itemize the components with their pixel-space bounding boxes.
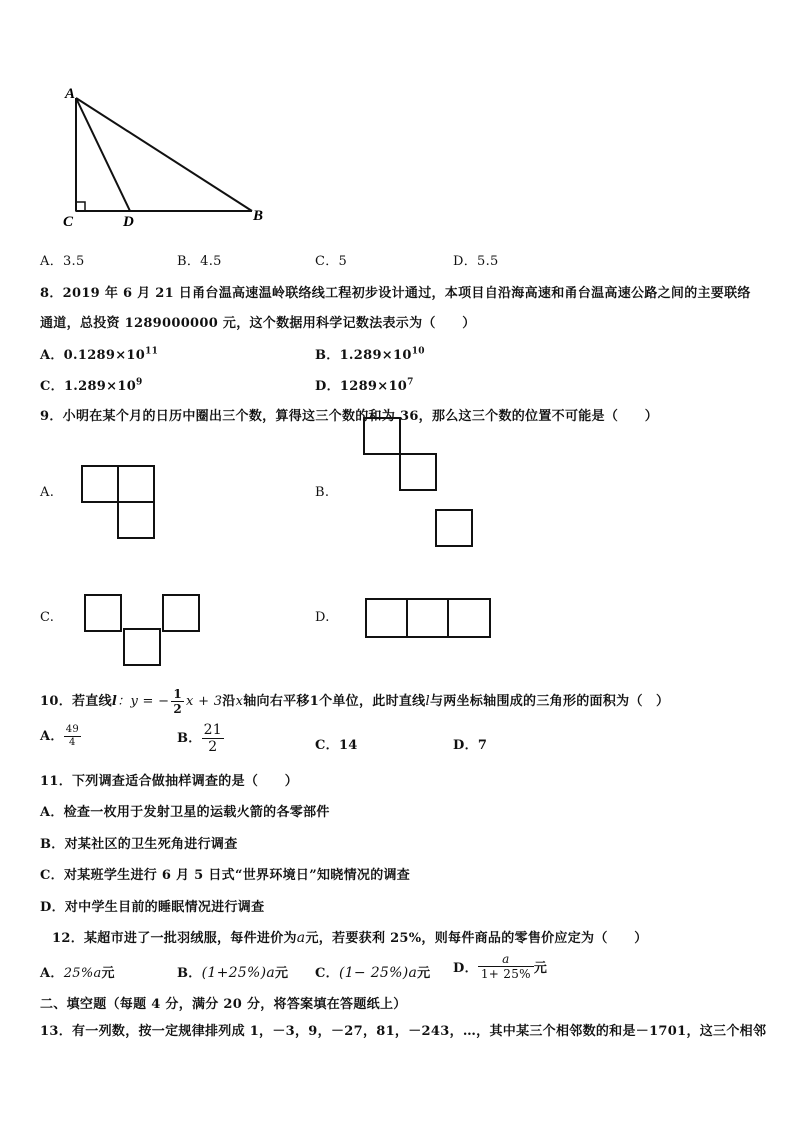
q8-option-c-base: C．1.289×10 [40, 379, 137, 394]
q8-option-d-exp: 7 [407, 377, 414, 388]
q10-axis-x: x [235, 694, 244, 709]
q12-option-b [177, 962, 288, 981]
q9-option-a-label: A. [40, 485, 55, 500]
q11-option-a: A．检查一枚用于发射卫星的运载火箭的各零部件 [40, 805, 330, 820]
q9-option-c-label: C. [40, 610, 55, 625]
calendar-cell [123, 628, 161, 666]
q8-option-c [40, 375, 143, 394]
point-label-c: C [63, 214, 74, 230]
q10-option-b-num: 21 [203, 722, 223, 738]
q8-option-a-base: A．0.1289×10 [40, 348, 146, 363]
calendar-cell [117, 501, 155, 539]
q12-option-b-expr: (1+25%)a [201, 965, 276, 981]
calendar-cell [117, 465, 155, 503]
q10-stem-mid1: 沿 [222, 694, 236, 709]
q10-option-b [177, 723, 224, 754]
q10-option-b-label: B． [177, 731, 202, 746]
q8-stem-line1: 8．2019 年 6 月 21 日甬台温高速温岭联络线工程初步设计通过，本项目自沿海高速和甬台温高速公路之间的主要联络 [40, 286, 751, 301]
q8-option-a-exp: 11 [145, 346, 159, 357]
q10-coefficient-den: 2 [173, 702, 183, 716]
point-label-b: B [253, 208, 264, 224]
q12-stem-suffix: 元，若要获利 25%，则每件商品的零售价应定为（ ） [305, 931, 648, 946]
q10-equation-y: ：y = − [117, 694, 170, 709]
calendar-cell [365, 598, 408, 638]
calendar-cell [399, 453, 437, 491]
q10-line-name: l [111, 694, 118, 709]
q10-coefficient-num: 1 [173, 687, 183, 701]
q10-stem-prefix: 10．若直线 [40, 694, 112, 709]
q12-option-d [453, 953, 547, 980]
calendar-cell [406, 598, 449, 638]
q12-option-c-unit: 元 [417, 966, 431, 981]
point-label-d: D [123, 214, 134, 230]
q9-option-b-label: B. [315, 485, 330, 500]
q9-option-d-label: D. [315, 610, 330, 625]
q12-stem-prefix: 12．某超市进了一批羽绒服，每件进价为 [52, 931, 297, 946]
q10-coefficient [171, 688, 184, 715]
q12-option-a-label: A． [40, 966, 64, 981]
q7-option-b: B．4.5 [177, 254, 222, 269]
q10-option-b-den: 2 [208, 739, 218, 755]
q8-option-c-exp: 9 [136, 377, 143, 388]
q10-option-b-fraction [202, 723, 224, 754]
q12-option-d-label: D． [453, 961, 478, 976]
right-angle-mark [76, 202, 85, 211]
q8-option-b-exp: 10 [411, 346, 425, 357]
q10-option-c: C．14 [315, 738, 358, 753]
q10-option-a-den: 4 [69, 737, 76, 748]
q8-option-d-base: D．1289×10 [315, 379, 408, 394]
q11-option-d: D．对中学生目前的睡眠情况进行调查 [40, 900, 265, 915]
q7-option-d: D．5.5 [453, 254, 499, 269]
q12-option-c [315, 962, 430, 981]
q12-option-a-unit: 元 [101, 966, 115, 981]
q12-option-a-expr: 25%a [63, 966, 102, 981]
q11-stem: 11．下列调查适合做抽样调查的是（ ） [40, 774, 299, 789]
calendar-cell [363, 417, 401, 455]
q10-option-a [40, 725, 81, 748]
q11-option-b: B．对某社区的卫生死角进行调查 [40, 837, 238, 852]
q10-stem-end: 与两坐标轴围成的三角形的面积为（ ） [429, 694, 670, 709]
q8-option-b [315, 344, 425, 363]
calendar-cell [84, 594, 122, 632]
calendar-cell [162, 594, 200, 632]
q8-option-b-base: B．1.289×10 [315, 348, 412, 363]
q12-option-a [40, 962, 115, 981]
q12-option-b-unit: 元 [275, 966, 289, 981]
q10-equation-rest: x + 3 [186, 694, 223, 709]
q7-option-c: C．5 [315, 254, 348, 269]
q7-option-a: A．3.5 [40, 254, 85, 269]
q12-option-c-label: C． [315, 966, 339, 981]
q10-option-d: D．7 [453, 738, 488, 753]
q12-option-c-expr: (1− 25%)a [338, 965, 418, 981]
q10-stem [40, 688, 669, 715]
q8-option-d [315, 375, 414, 394]
q10-stem-mid2: 轴向右平移1个单位，此时直线 [243, 694, 426, 709]
q11-option-c: C．对某班学生进行 6 月 5 日式“世界环境日”知晓情况的调查 [40, 868, 411, 883]
q9-stem: 9．小明在某个月的日历中圈出三个数，算得这三个数的和为 36，那么这三个数的位置不可能是（ ） [40, 409, 659, 424]
q12-stem [52, 927, 648, 946]
q12-option-b-label: B． [177, 966, 202, 981]
q12-option-d-fraction [478, 953, 534, 980]
q10-option-a-num: 49 [65, 724, 80, 735]
calendar-cell [81, 465, 119, 503]
q12-option-d-unit: 元 [533, 961, 548, 976]
q10-option-a-fraction [64, 725, 81, 748]
q10-line-name-2: l [425, 694, 430, 709]
q8-stem-line2: 通道，总投资 1289000000 元，这个数据用科学记数法表示为（ ） [40, 316, 476, 331]
q12-variable-a: a [296, 930, 306, 946]
section-heading: 二、填空题（每题 4 分，满分 20 分，将答案填在答题纸上） [40, 997, 407, 1012]
q10-option-a-label: A． [40, 729, 64, 744]
calendar-cell [447, 598, 491, 638]
q13-stem-line1: 13．有一列数，按一定规律排列成 1，－3，9，－27，81，－243，…，其中某三个相邻数的和是－1701，这三个相邻 [40, 1024, 767, 1039]
q12-option-d-den: 1+ 25% [480, 967, 531, 981]
point-label-a: A [65, 86, 76, 102]
triangle-figure [0, 0, 794, 240]
calendar-cell [435, 509, 473, 547]
q8-option-a [40, 344, 158, 363]
q12-option-d-num: a [478, 953, 534, 967]
